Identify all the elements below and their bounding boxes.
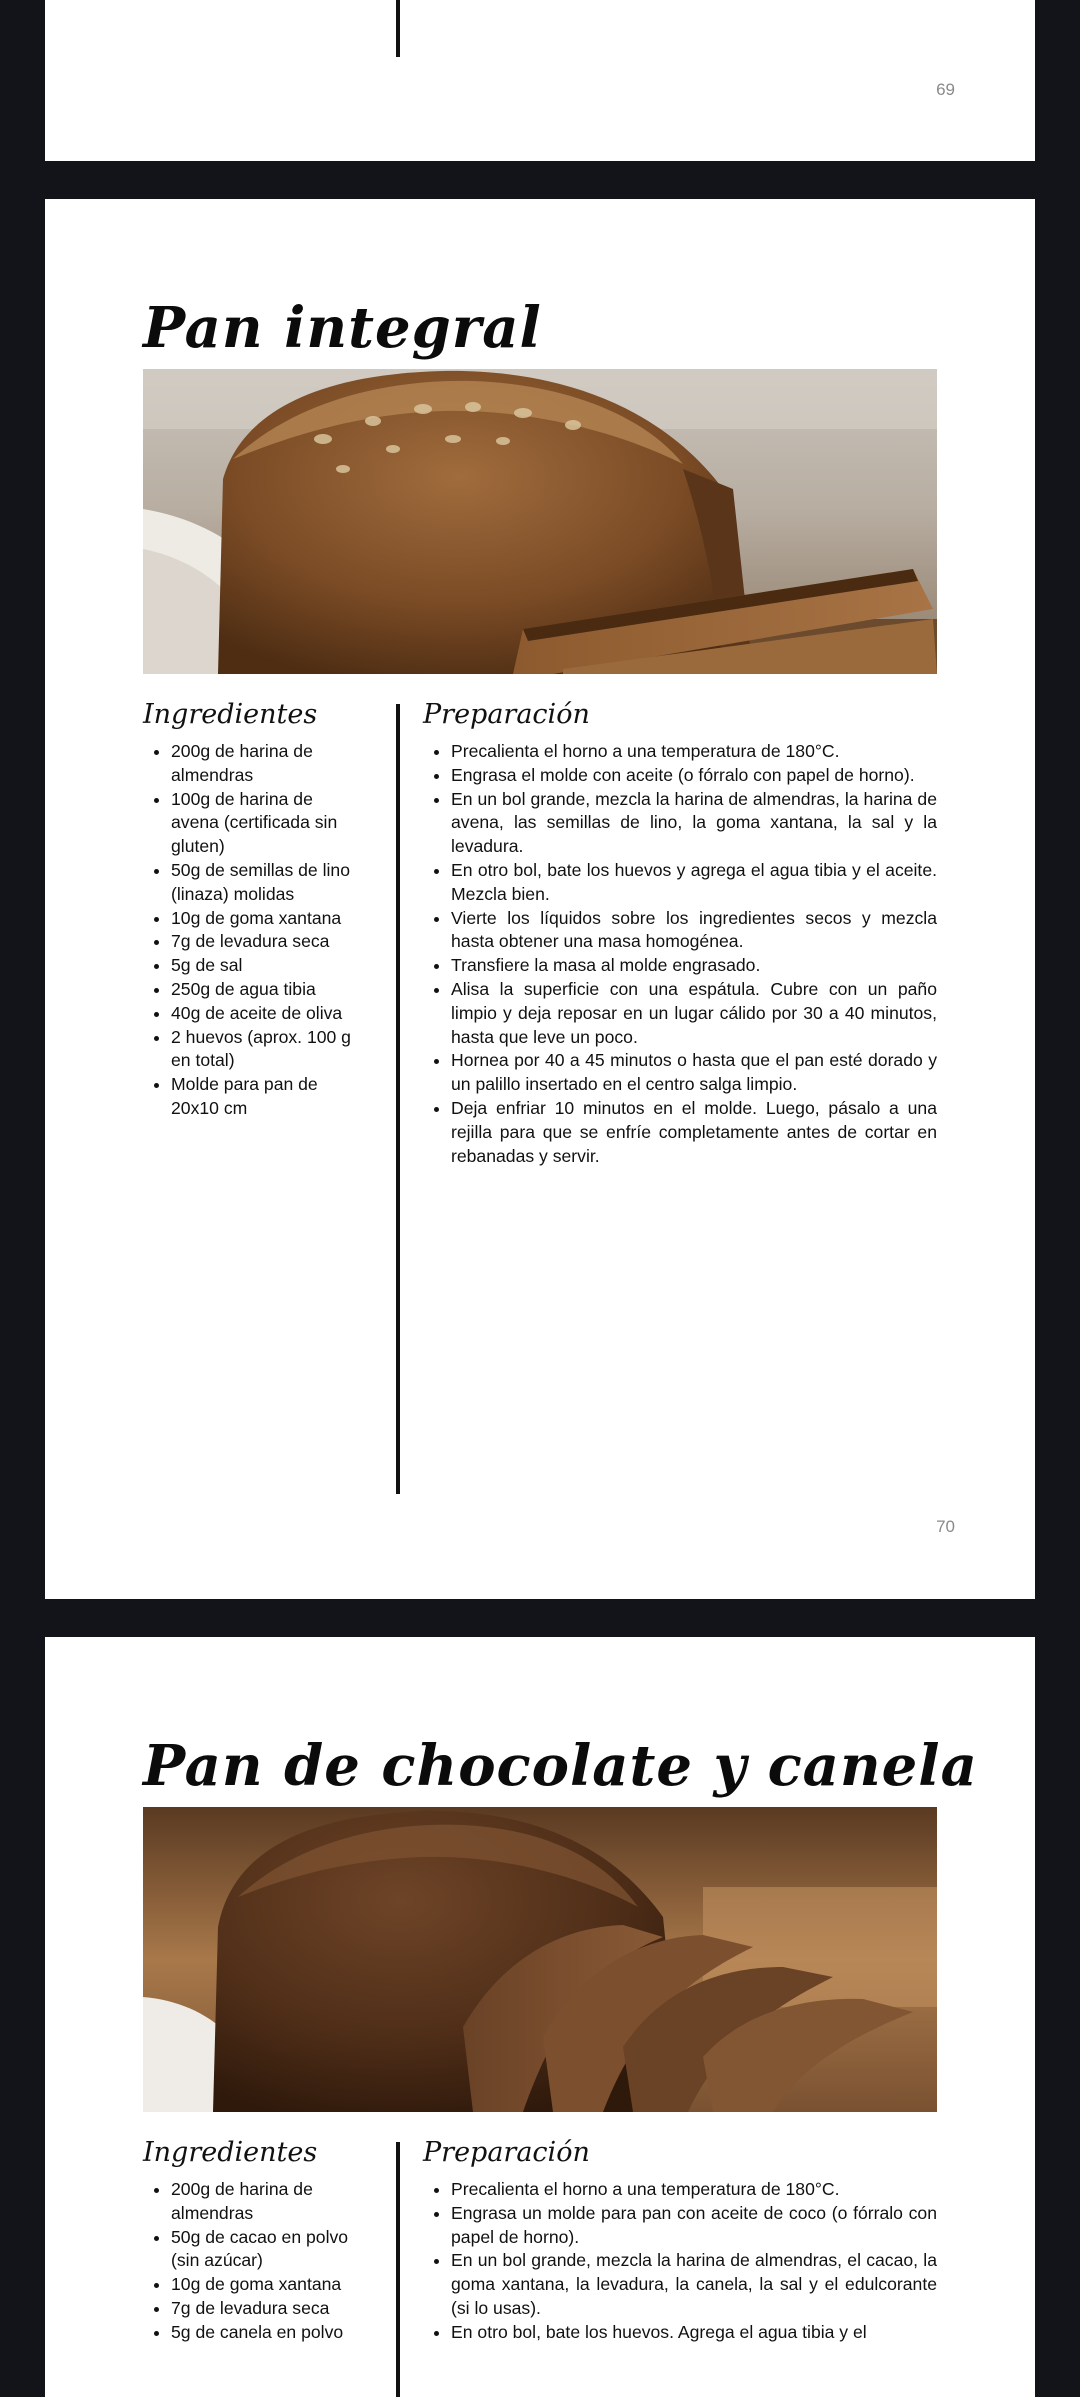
list-item: • 50g de cacao en polvo (sin azúcar) xyxy=(171,2226,365,2274)
preparation-heading: Preparación xyxy=(423,699,590,730)
preparation-list xyxy=(423,2178,937,2345)
bread-loaf-photo xyxy=(143,369,937,674)
chocolate-bread-photo xyxy=(143,1807,937,2112)
list-item: • 200g de harina de almendras xyxy=(171,740,365,788)
ingredients-section xyxy=(143,699,365,1121)
column-divider xyxy=(396,704,400,1494)
list-item: • 5g de canela en polvo xyxy=(171,2321,365,2345)
document-page-71 xyxy=(45,1637,1035,2397)
page-number: 70 xyxy=(936,1517,955,1536)
column-divider xyxy=(396,0,400,57)
preparation-section xyxy=(423,699,937,1168)
list-item: • Engrasa un molde para pan con aceite de coco (o fórralo con papel de horno). xyxy=(451,2202,937,2250)
ingredients-list xyxy=(143,2178,365,2345)
list-item: • 100g de harina de avena (certificada sin gluten) xyxy=(171,788,365,859)
list-item: • Precalienta el horno a una temperatura de 180°C. xyxy=(451,740,937,764)
ingredients-section xyxy=(143,2137,365,2345)
list-item: • Precalienta el horno a una temperatura de 180°C. xyxy=(451,2178,937,2202)
preparation-heading: Preparación xyxy=(423,2137,590,2168)
column-divider xyxy=(396,2142,400,2397)
list-item: • 40g de aceite de oliva xyxy=(171,1002,365,1026)
recipe-title: Pan integral xyxy=(143,295,542,361)
ingredients-list xyxy=(143,740,365,1121)
bread-image xyxy=(143,1807,937,2112)
list-item: • En un bol grande, mezcla la harina de almendras, el cacao, la goma xantana, la levadura, la canela, la sal y el edulcorante (si lo usas). xyxy=(451,2249,937,2320)
preparation-list xyxy=(423,740,937,1168)
list-item: • En un bol grande, mezcla la harina de almendras, la harina de avena, las semillas de lino, la goma xantana, la sal y la levadura. xyxy=(451,788,937,859)
ingredients-heading: Ingredientes xyxy=(143,699,318,730)
list-item: • 50g de semillas de lino (linaza) molidas xyxy=(171,859,365,907)
list-item: • Vierte los líquidos sobre los ingredientes secos y mezcla hasta obtener una masa homogénea. xyxy=(451,907,937,955)
list-item: • 7g de levadura seca xyxy=(171,930,365,954)
list-item: • Hornea por 40 a 45 minutos o hasta que el pan esté dorado y un palillo insertado en el centro salga limpio. xyxy=(451,1049,937,1097)
list-item: • 7g de levadura seca xyxy=(171,2297,365,2321)
list-item: • Engrasa el molde con aceite (o fórralo con papel de horno). xyxy=(451,764,937,788)
bread-image xyxy=(143,369,937,674)
list-item: • 2 huevos (aprox. 100 g en total) xyxy=(171,1026,365,1074)
list-item: • Transfiere la masa al molde engrasado. xyxy=(451,954,937,978)
list-item: • Deja enfriar 10 minutos en el molde. Luego, pásalo a una rejilla para que se enfríe completamente antes de cortar en rebanadas y servir. xyxy=(451,1097,937,1168)
list-item: • 250g de agua tibia xyxy=(171,978,365,1002)
list-item: • 10g de goma xantana xyxy=(171,907,365,931)
list-item: • En otro bol, bate los huevos. Agrega el agua tibia y el xyxy=(451,2321,937,2345)
list-item: • 200g de harina de almendras xyxy=(171,2178,365,2226)
recipe-title: Pan de chocolate y canela xyxy=(143,1733,978,1799)
page-number: 69 xyxy=(936,80,955,99)
document-page-70 xyxy=(45,199,1035,1599)
document-page-69 xyxy=(45,0,1035,161)
list-item: • Alisa la superficie con una espátula. Cubre con un paño limpio y deja reposar en un lugar cálido por 30 a 40 minutos, hasta que leve un poco. xyxy=(451,978,937,1049)
ingredients-heading: Ingredientes xyxy=(143,2137,318,2168)
list-item: • 5g de sal xyxy=(171,954,365,978)
list-item: • En otro bol, bate los huevos y agrega el agua tibia y el aceite. Mezcla bien. xyxy=(451,859,937,907)
list-item: • Molde para pan de 20x10 cm xyxy=(171,1073,365,1121)
preparation-section xyxy=(423,2137,937,2345)
list-item: • 10g de goma xantana xyxy=(171,2273,365,2297)
